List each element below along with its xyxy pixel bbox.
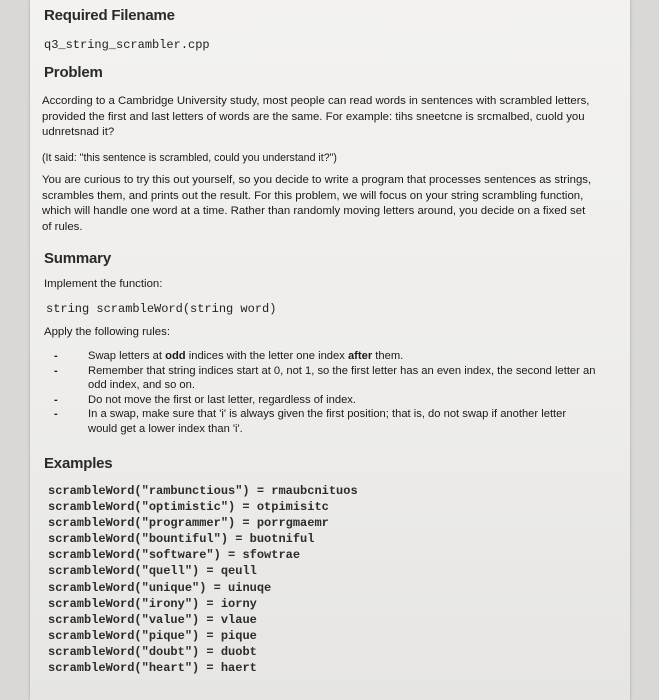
bullet-dash: - bbox=[54, 364, 58, 377]
example-call: scrambleWord("doubt") bbox=[48, 644, 200, 659]
example-result: uinuqe bbox=[228, 580, 272, 595]
example-call: scrambleWord("heart") bbox=[48, 661, 200, 676]
problem-paragraph-1: According to a Cambridge University study, most people can read words in sentences with scrambled letters, provided the first and last letters of words are the same. For example: tihs sneetcne is srcmalbed, cuold you udnretsnad it? bbox=[42, 95, 590, 139]
rule-item: - Do not move the first or last letter, regardless of index. bbox=[54, 393, 357, 406]
examples-list bbox=[48, 483, 358, 676]
rule-item: - Remember that string indices start at 0, not 1, so the first letter has an even index, the second letter an odd index, and so on. bbox=[54, 364, 596, 391]
example-result: otpimisitc bbox=[256, 500, 329, 515]
example-result: iorny bbox=[220, 596, 257, 611]
rule-item: - Swap letters at odd indices with the letter one index after them. bbox=[54, 350, 404, 362]
bullet-dash: - bbox=[54, 393, 58, 406]
function-signature: string scrambleWord(string word) bbox=[46, 302, 277, 316]
equals-sign: = bbox=[206, 580, 229, 595]
equals-sign: = bbox=[199, 644, 221, 659]
example-call: scrambleWord("optimistic") bbox=[48, 500, 236, 515]
example-result: rmaubcnituos bbox=[271, 484, 358, 498]
example-row bbox=[48, 644, 358, 660]
equals-sign: = bbox=[199, 628, 221, 643]
equals-sign: = bbox=[199, 564, 221, 579]
equals-sign: = bbox=[235, 500, 257, 515]
examples-heading: Examples bbox=[44, 455, 113, 472]
example-result: buotniful bbox=[249, 532, 315, 547]
example-result: vlaue bbox=[220, 612, 257, 627]
example-result: qeull bbox=[220, 564, 257, 579]
apply-rules-label: Apply the following rules: bbox=[44, 326, 170, 338]
example-call: scrambleWord("rambunctious") bbox=[48, 484, 250, 498]
example-call: scrambleWord("irony") bbox=[48, 596, 200, 611]
equals-sign: = bbox=[249, 484, 272, 498]
example-call: scrambleWord("bountiful") bbox=[48, 532, 229, 547]
example-call: scrambleWord("software") bbox=[48, 548, 221, 563]
bullet-dash: - bbox=[54, 350, 58, 362]
example-row bbox=[48, 628, 358, 644]
bullet-dash: - bbox=[54, 408, 58, 420]
example-call: scrambleWord("unique") bbox=[48, 580, 207, 595]
problem-heading: Problem bbox=[44, 64, 103, 81]
example-row bbox=[48, 596, 358, 612]
example-result: pique bbox=[220, 628, 257, 643]
equals-sign: = bbox=[199, 612, 221, 627]
example-result: haert bbox=[220, 661, 257, 676]
example-row bbox=[48, 531, 358, 547]
required-filename-heading: Required Filename bbox=[44, 7, 175, 24]
equals-sign: = bbox=[199, 661, 221, 676]
equals-sign: = bbox=[228, 532, 250, 547]
example-result: sfowtrae bbox=[242, 548, 301, 563]
example-row bbox=[48, 515, 358, 531]
example-row bbox=[48, 612, 358, 628]
example-row bbox=[48, 660, 358, 676]
example-row bbox=[48, 563, 358, 579]
filename: q3_string_scrambler.cpp bbox=[44, 38, 210, 52]
example-call: scrambleWord("value") bbox=[48, 612, 200, 627]
problem-paragraph-3: You are curious to try this out yourself, so you decide to write a program that processes sentences as strings, scrambles them, and prints out the result. For this problem, we will focus on your string scrambling function, which will handle one word at a time. Rather than randomly moving letters around, you decide on a fixed set of rules. bbox=[42, 174, 592, 233]
example-result: duobt bbox=[220, 644, 257, 659]
document-page bbox=[30, 0, 630, 700]
equals-sign: = bbox=[220, 548, 243, 563]
equals-sign: = bbox=[199, 596, 221, 611]
example-call: scrambleWord("quell") bbox=[48, 564, 200, 579]
summary-heading: Summary bbox=[44, 250, 111, 267]
rules-list bbox=[54, 349, 598, 436]
example-row bbox=[48, 499, 358, 515]
implement-label: Implement the function: bbox=[44, 278, 163, 290]
example-call: scrambleWord("pique") bbox=[48, 628, 200, 643]
equals-sign: = bbox=[235, 516, 257, 531]
example-row bbox=[48, 547, 358, 563]
example-row bbox=[48, 483, 358, 499]
rule-item: - In a swap, make sure that 'i' is always given the first position; that is, do not swap if another letter would get a lower index than 'i'. bbox=[54, 408, 567, 435]
example-result: porrgmaemr bbox=[256, 516, 329, 531]
example-call: scrambleWord("programmer") bbox=[48, 516, 236, 531]
example-row bbox=[48, 580, 358, 596]
problem-paragraph-2: (It said: "this sentence is scrambled, could you understand it?") bbox=[42, 152, 337, 164]
